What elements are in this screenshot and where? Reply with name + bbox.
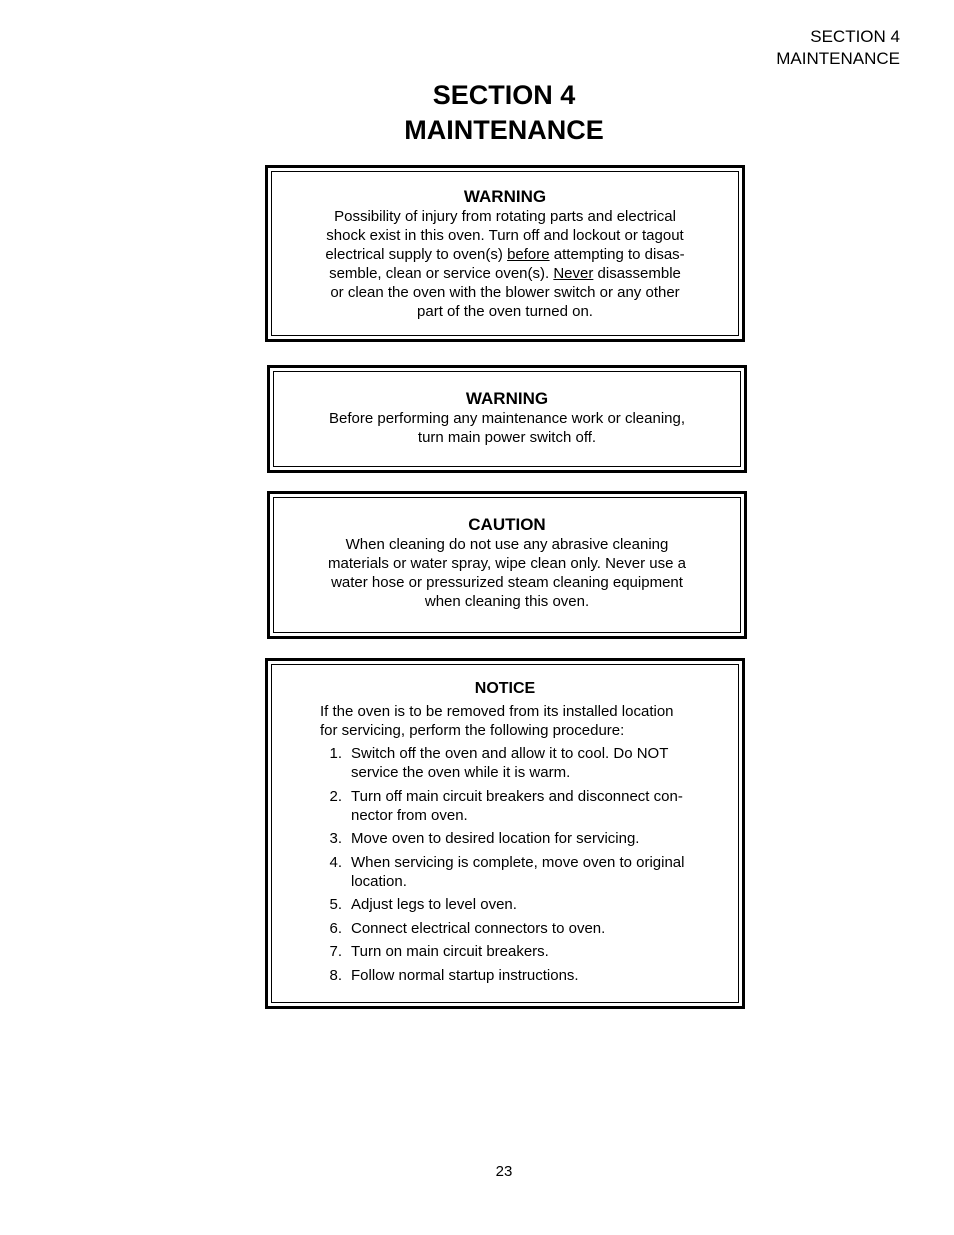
running-header-title: MAINTENANCE — [776, 49, 900, 68]
warning-text-segment: semble, clean or service oven(s). — [329, 265, 554, 282]
warning-emphasis-never: Never — [553, 265, 594, 282]
caution-text-line: when cleaning this oven. — [424, 593, 590, 610]
step-number: 6. — [329, 919, 342, 937]
caution-text-line: water hose or pressurized steam cleaning equipment — [331, 574, 683, 591]
warning-box-rotating-parts — [265, 165, 745, 342]
page-title — [0, 78, 954, 148]
step-number: 7. — [329, 943, 342, 960]
page-number: 23 — [495, 1163, 513, 1180]
caution-heading: CAUTION — [468, 515, 546, 534]
warning-text-segment: disassemble — [593, 265, 681, 282]
warning-text — [272, 207, 738, 321]
notice-box-inner-border — [271, 664, 739, 1003]
warning-text-line — [272, 264, 738, 283]
step-text-line: When servicing is complete, move oven to original — [351, 853, 685, 871]
notice-intro — [320, 702, 700, 740]
step-text-line: Turn off main circuit breakers and disconnect con- — [351, 787, 683, 805]
caution-box — [267, 491, 747, 639]
running-header — [776, 26, 900, 70]
warning-box-power-switch — [267, 365, 747, 473]
step-number: 4. — [329, 853, 342, 871]
warning-text-line: turn main power switch off. — [417, 429, 597, 446]
notice-intro-line: for servicing, perform the following procedure: — [320, 722, 625, 739]
procedure-step — [320, 919, 710, 938]
procedure-step — [320, 966, 710, 985]
procedure-step — [320, 853, 710, 891]
procedure-step — [320, 744, 710, 782]
warning-text-line: shock exist in this oven. Turn off and lockout or tagout — [326, 227, 684, 244]
warning-text-line: or clean the oven with the blower switch or any other — [330, 284, 680, 301]
step-number: 3. — [329, 830, 342, 847]
page-title-section: SECTION 4 — [432, 80, 576, 110]
procedure-step — [320, 829, 710, 848]
step-text-line: service the oven while it is warm. — [351, 764, 571, 781]
warning-box-inner-border — [271, 171, 739, 336]
procedure-step — [320, 895, 710, 914]
procedure-step — [320, 787, 710, 825]
notice-box — [265, 658, 745, 1009]
warning-text-line — [272, 245, 738, 264]
caution-text-line: materials or water spray, wipe clean only. Never use a — [328, 555, 686, 572]
warning-text-segment: electrical supply to oven(s) — [325, 246, 508, 263]
procedure-steps — [320, 744, 710, 989]
notice-heading: NOTICE — [474, 680, 536, 697]
warning-emphasis-before: before — [507, 246, 550, 263]
step-number: 1. — [329, 745, 342, 762]
warning-heading: WARNING — [463, 187, 547, 206]
warning-text-line: Possibility of injury from rotating parts and electrical — [334, 208, 676, 225]
step-number: 5. — [329, 896, 342, 913]
step-text-line: Turn on main circuit breakers. — [351, 943, 549, 960]
warning-heading: WARNING — [465, 389, 549, 408]
procedure-step — [320, 942, 710, 961]
step-text-line: Move oven to desired location for servicing. — [351, 830, 640, 847]
step-text-line: Adjust legs to level oven. — [351, 896, 517, 913]
step-text-line: Follow normal startup instructions. — [351, 966, 579, 984]
step-text-line: Connect electrical connectors to oven. — [351, 919, 606, 937]
notice-intro-line: If the oven is to be removed from its installed location — [320, 703, 674, 720]
warning-text-segment: attempting to disas- — [549, 246, 685, 263]
step-text-line: nector from oven. — [351, 806, 468, 824]
caution-text-line: When cleaning do not use any abrasive cleaning — [345, 536, 669, 553]
step-number: 2. — [329, 787, 342, 805]
warning-text-line: Before performing any maintenance work or cleaning, — [328, 410, 686, 427]
step-text-line: location. — [351, 872, 407, 890]
warning-text-line: part of the oven turned on. — [417, 303, 593, 320]
page-title-name: MAINTENANCE — [404, 115, 604, 145]
caution-text — [274, 535, 740, 611]
step-number: 8. — [329, 966, 342, 984]
step-text-line: Switch off the oven and allow it to cool. Do NOT — [351, 745, 669, 762]
warning-box-inner-border — [273, 371, 741, 467]
caution-box-inner-border — [273, 497, 741, 633]
running-header-section: SECTION 4 — [810, 27, 900, 46]
warning-text — [274, 409, 740, 447]
